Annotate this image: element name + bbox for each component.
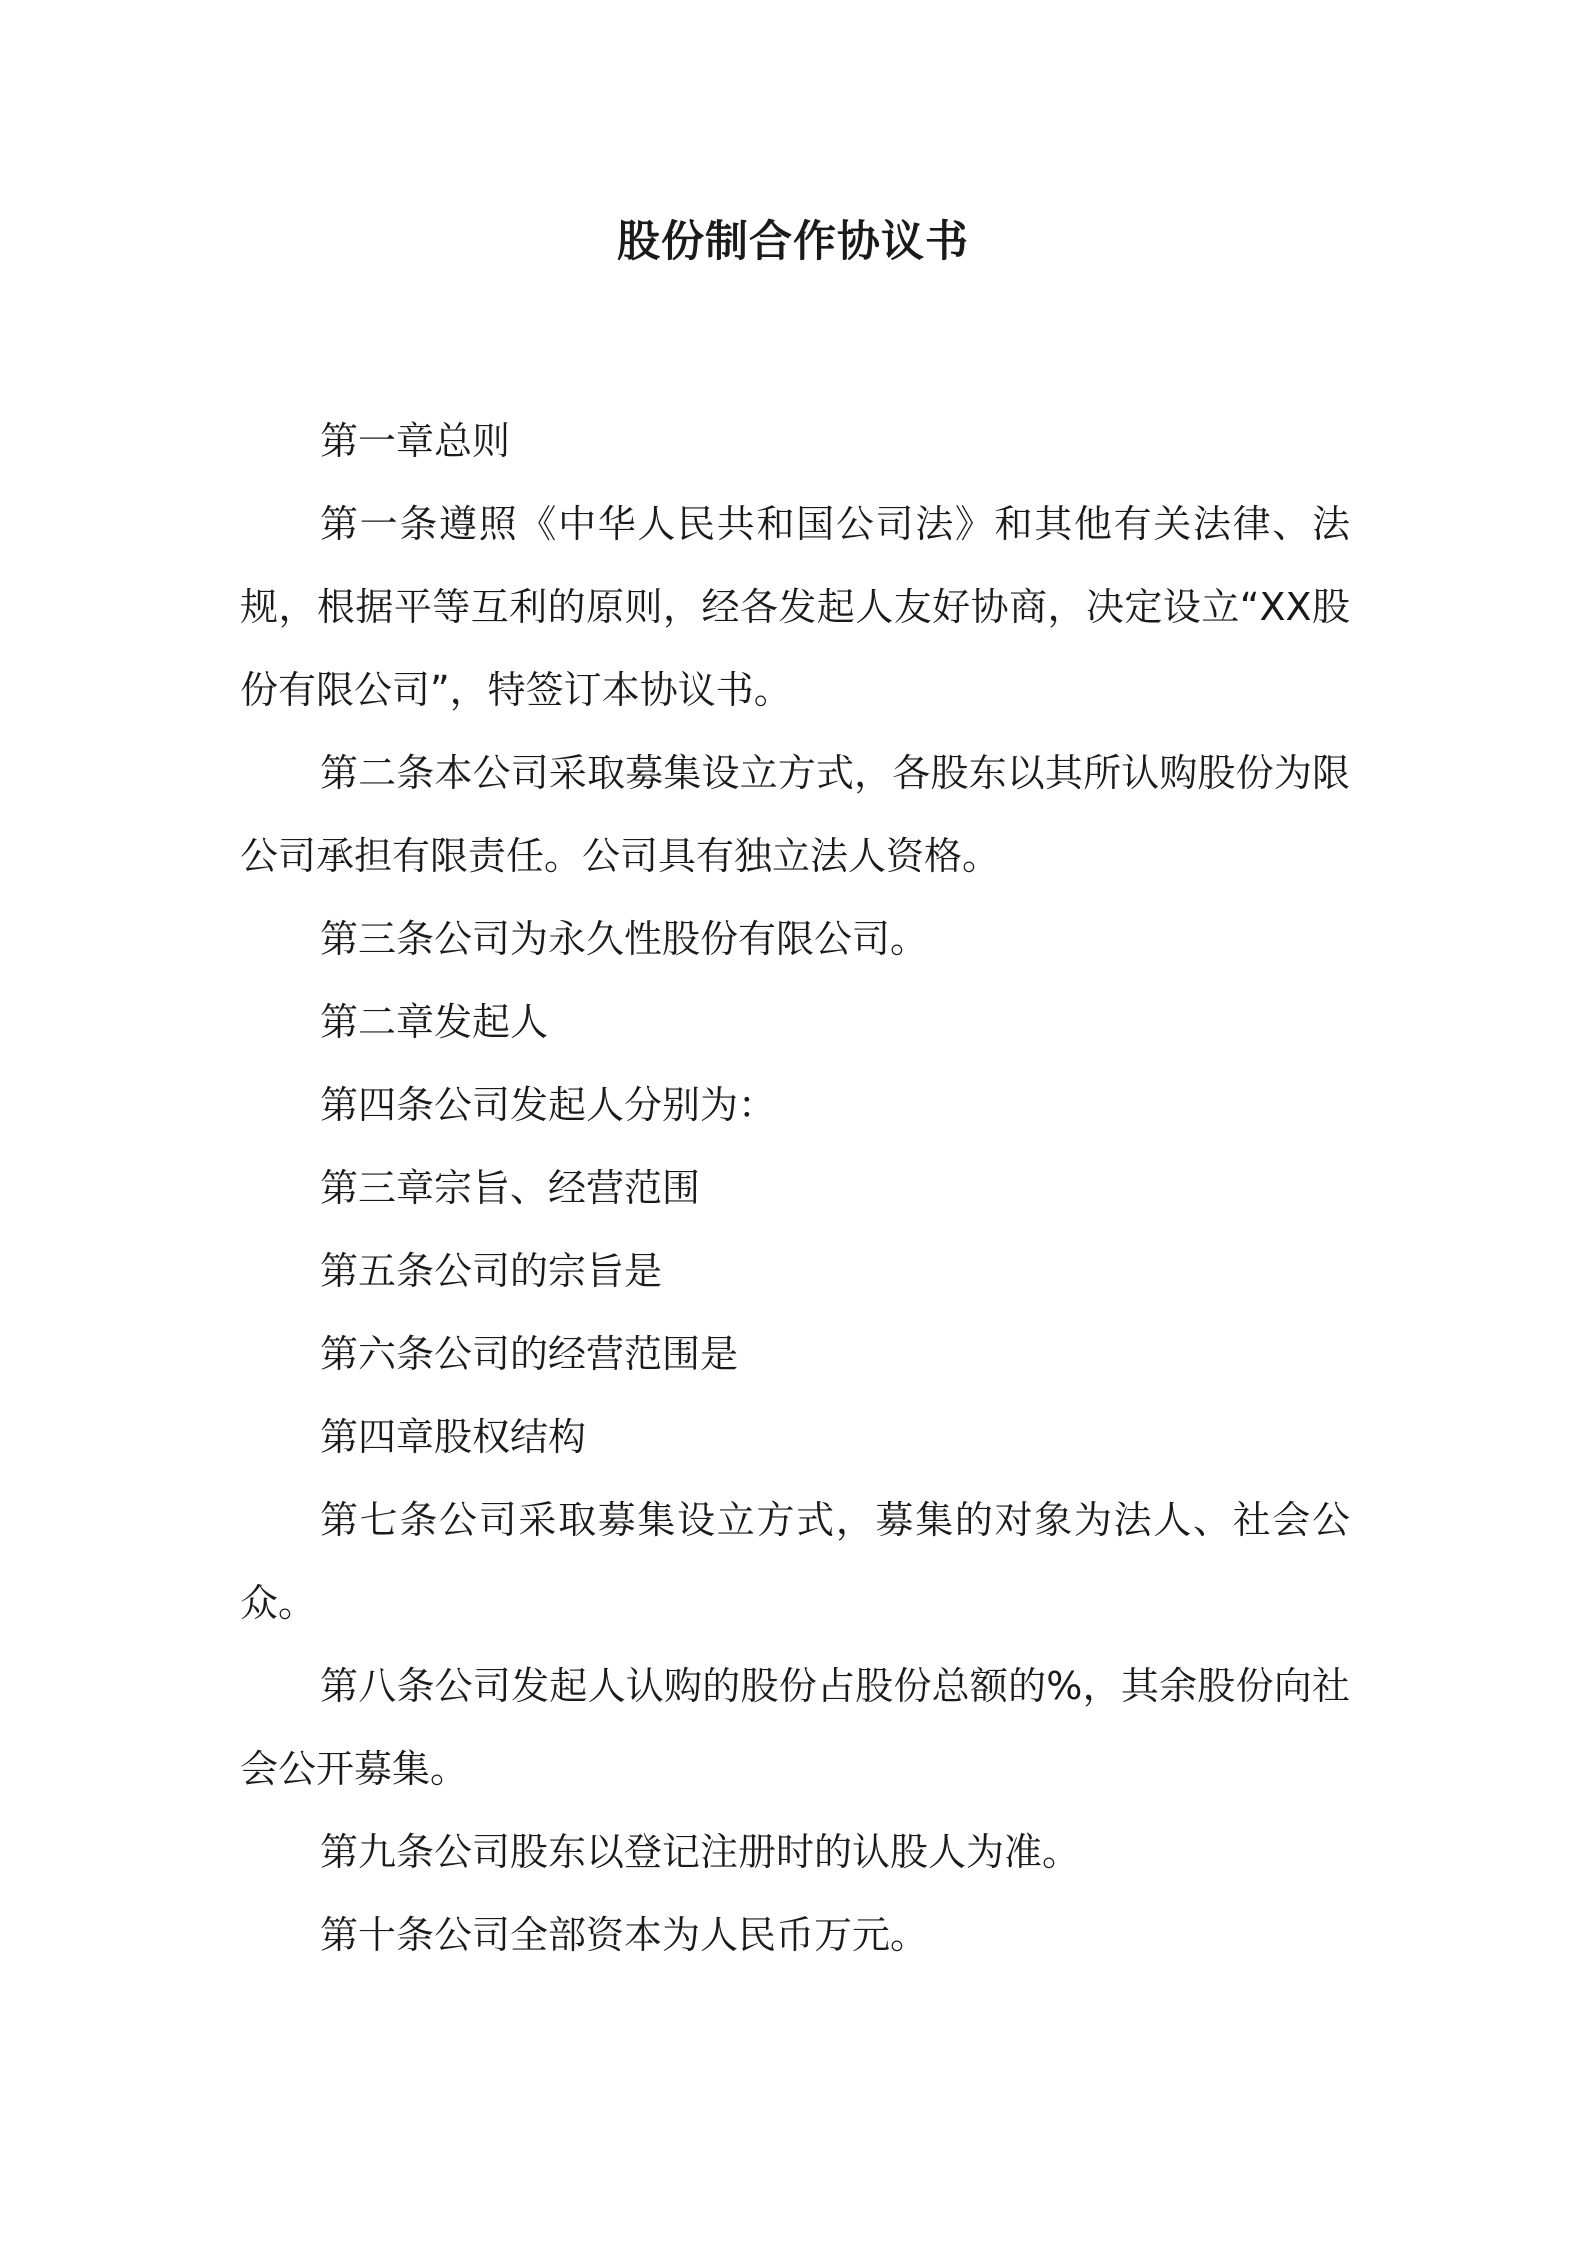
article-9: 第九条公司股东以登记注册时的认股人为准。 bbox=[320, 1830, 1081, 1874]
article-1: 第一条遵照《中华人民共和国公司法》和其他有关法律、法规，根据平等互利的原则，经各发起人友好协商，决定设立“XX股份有限公司”，特签订本协议书。 bbox=[240, 502, 1350, 712]
chapter-1-heading: 第一章总则 bbox=[320, 419, 511, 463]
article-2: 第二条本公司采取募集设立方式，各股东以其所认购股份为限公司承担有限责任。公司具有独立法人资格。 bbox=[240, 751, 1350, 878]
article-5: 第五条公司的宗旨是 bbox=[320, 1249, 663, 1293]
document-title: 股份制合作协议书 bbox=[617, 217, 969, 267]
article-8: 第八条公司发起人认购的股份占股份总额的%，其余股份向社会公开募集。 bbox=[240, 1664, 1350, 1791]
article-10: 第十条公司全部资本为人民币万元。 bbox=[320, 1913, 929, 1957]
chapter-2-heading: 第二章发起人 bbox=[320, 1000, 549, 1044]
chapter-4-heading: 第四章股权结构 bbox=[320, 1415, 587, 1459]
document-body bbox=[240, 400, 1350, 1977]
article-4: 第四条公司发起人分别为： bbox=[320, 1083, 777, 1127]
article-3: 第三条公司为永久性股份有限公司。 bbox=[320, 917, 929, 961]
article-6: 第六条公司的经营范围是 bbox=[320, 1332, 739, 1376]
article-7: 第七条公司采取募集设立方式，募集的对象为法人、社会公众。 bbox=[240, 1498, 1350, 1625]
chapter-3-heading: 第三章宗旨、经营范围 bbox=[320, 1166, 701, 1210]
